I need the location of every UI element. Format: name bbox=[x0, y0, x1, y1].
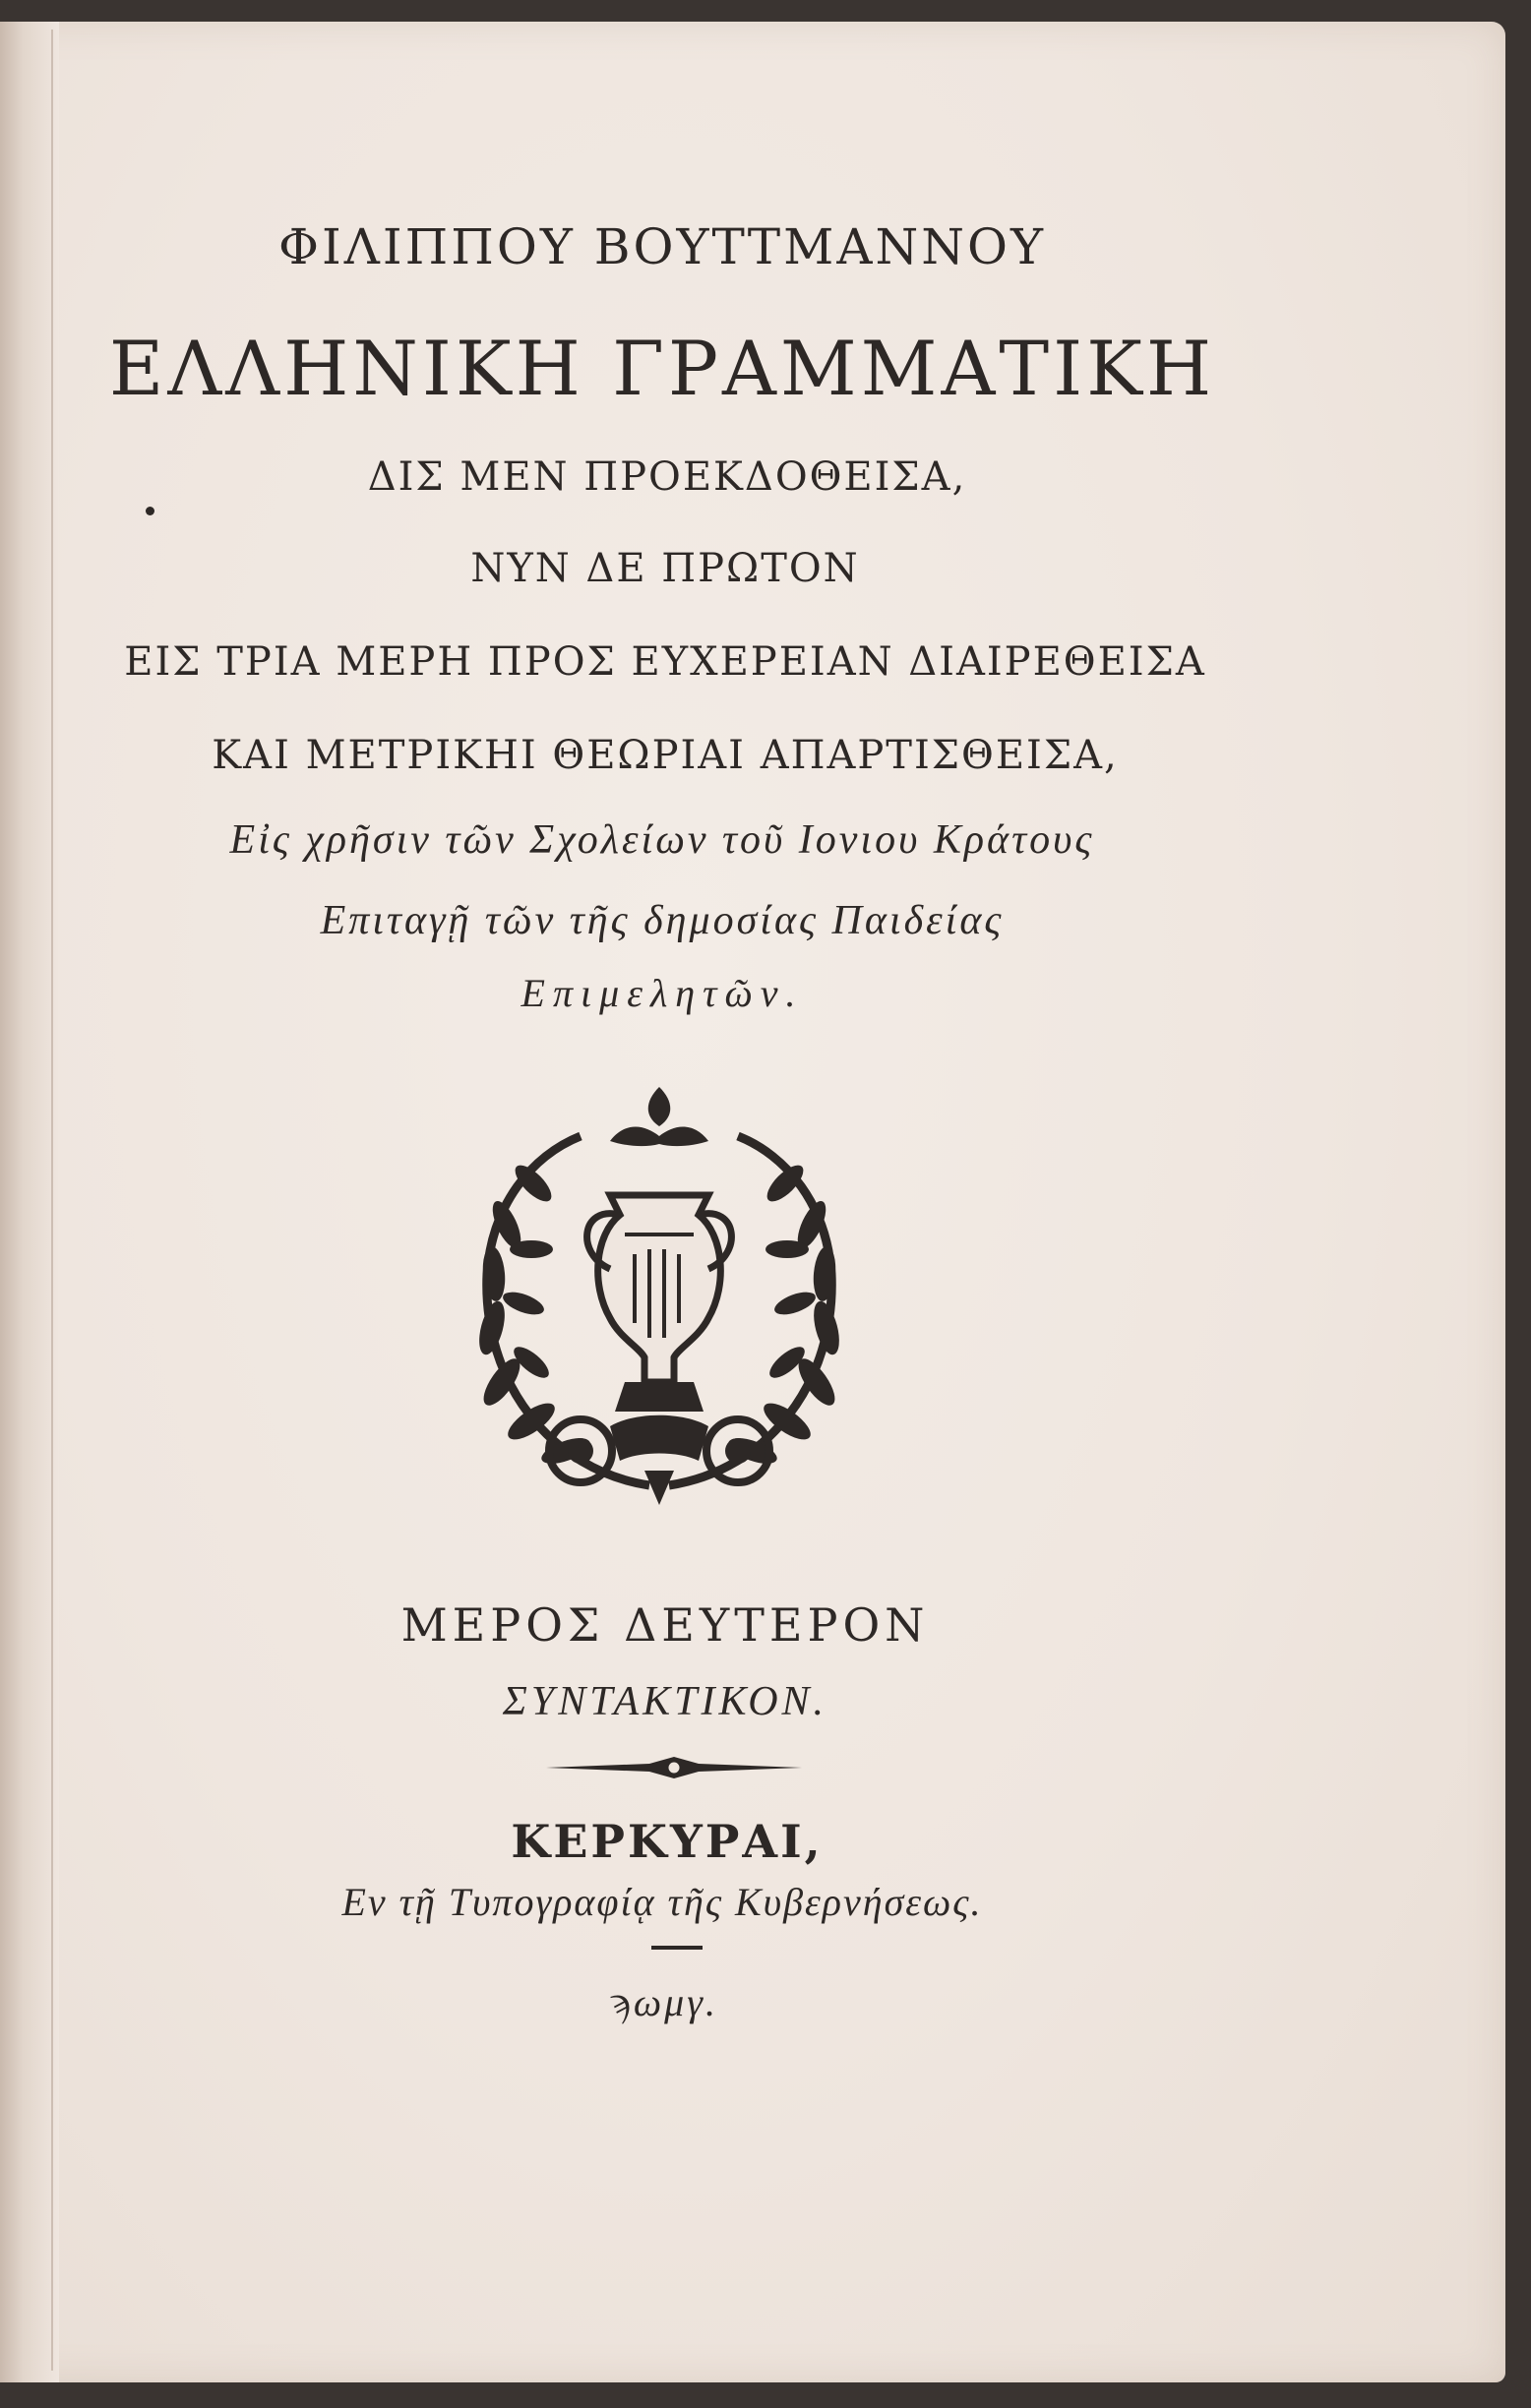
urn-wreath-vignette bbox=[462, 1087, 856, 1520]
subtitle-line-1: ΔΙΣ ΜΕΝ ΠΡΟΕΚΔΟΘΕΙΣΑ, bbox=[367, 454, 967, 500]
decorative-rule bbox=[546, 1753, 802, 1782]
book-title: ΕΛΛΗΝΙΚΗ ΓΡΑΜΜΑΤΙΚΗ bbox=[108, 325, 1216, 412]
place-of-printing: ΚΕΡΚΥΡΑΙ, bbox=[511, 1815, 824, 1868]
printer-line: Εν τῇ Τυπογραφίᾳ τῆς Κυβερνήσεως. bbox=[341, 1880, 983, 1924]
author-name: ΦΙΛΙΠΠΟΥ ΒΟΥΤΤΜΑΝΝΟΥ bbox=[278, 218, 1046, 275]
dedication-line-1: Εἰς χρῆσιν τῶν Σχολείων τοῦ Ιονιου Κράτους bbox=[229, 817, 1095, 863]
ink-speck bbox=[146, 507, 154, 515]
subtitle-line-3: ΕΙΣ ΤΡΙΑ ΜΕΡΗ ΠΡΟΣ ΕΥΧΕΡΕΙΑΝ ΔΙΑΙΡΕΘΕΙΣΑ bbox=[124, 639, 1206, 685]
short-divider bbox=[651, 1946, 703, 1950]
part-name: ΣΥΝΤΑΚΤΙΚΟΝ. bbox=[502, 1679, 828, 1724]
part-number: ΜΕΡΟΣ ΔΕΥΤΕΡΟΝ bbox=[400, 1598, 930, 1652]
dedication-line-2: Επιταγῇ τῶν τῆς δημοσίας Παιδείας bbox=[320, 898, 1005, 943]
subtitle-line-2: ΝΥΝ ΔΕ ΠΡΩΤΟΝ bbox=[470, 546, 860, 591]
subtitle-line-4: ΚΑΙ ΜΕΤΡΙΚΗΙ ΘΕΩΡΙΑΙ ΑΠΑΡΤΙΣΘΕΙΣΑ, bbox=[212, 733, 1119, 778]
dedication-line-3: Επιμελητῶν. bbox=[521, 971, 804, 1015]
publication-year: ϡωμγ. bbox=[610, 1980, 718, 2024]
